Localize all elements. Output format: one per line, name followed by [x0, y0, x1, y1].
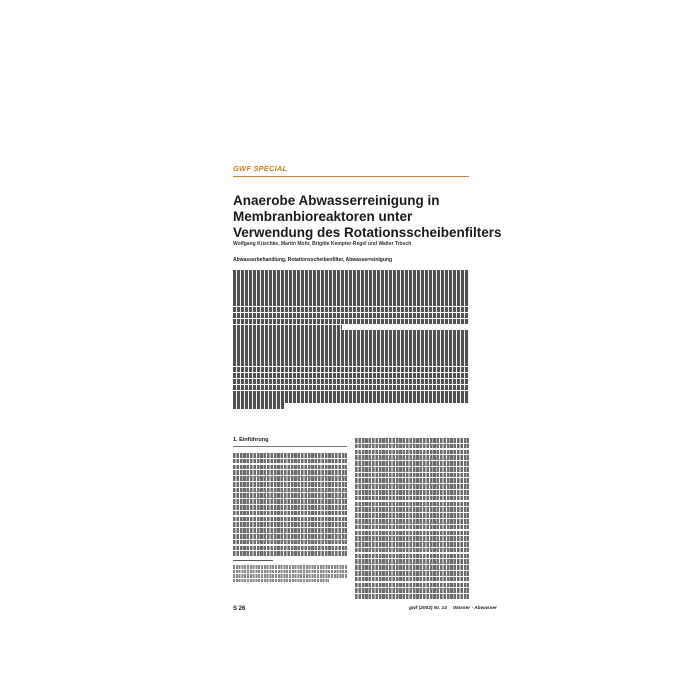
journal-issue: gwf (2002) Nr. 14	[409, 606, 447, 611]
footnote-rule	[233, 560, 273, 561]
page-number: S 26	[233, 606, 246, 612]
journal-footer	[409, 606, 497, 611]
article-title	[233, 193, 533, 241]
title-line-2: Membranbioreaktoren unter	[233, 209, 413, 224]
section-tag: GWF SPECIAL	[233, 164, 288, 173]
article-keywords: Abwasserbehandlung, Rotationsscheibenfilter, Abwasserreinigung	[233, 257, 393, 263]
abstract-german	[233, 270, 469, 331]
title-line-1: Anaerobe Abwasserreinigung in	[233, 193, 440, 208]
journal-separator-icon: ·	[450, 606, 452, 611]
title-line-3: Verwendung des Rotationsscheibenfilters	[233, 225, 502, 240]
abstract-english	[233, 330, 469, 409]
section-heading-rule	[233, 446, 347, 447]
body-column-right	[355, 438, 469, 600]
article-authors: Wolfgang Krischke, Martin Mohr, Brigitte Kempter-Regel und Walter Trösch	[233, 241, 412, 247]
journal-name: Wasser · Abwasser	[453, 606, 497, 611]
section-heading: 1. Einführung	[233, 437, 269, 443]
author-footnote	[233, 565, 347, 583]
section-tag-rule	[233, 176, 469, 177]
body-column-left	[233, 453, 347, 557]
